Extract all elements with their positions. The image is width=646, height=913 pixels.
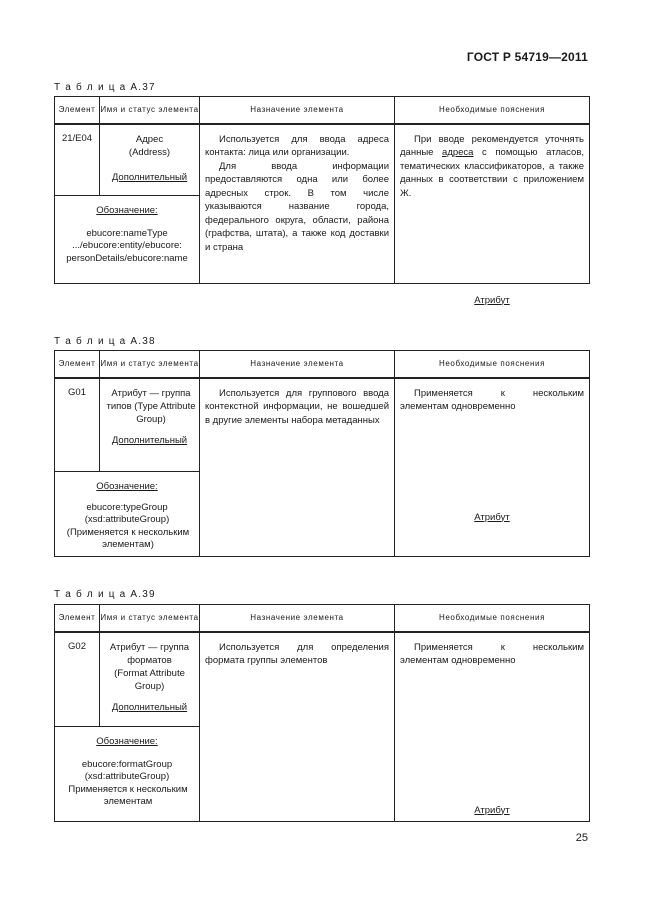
col-header-element: Элемент [55,351,100,378]
element-status: Дополнительный [111,701,188,713]
col-header-notes: Необходимые пояснения [395,605,590,632]
designation-cell [55,727,200,822]
purpose-paragraph: Используется для определения формата группы элементов [205,641,389,666]
designation-line: (xsd:attributeGroup) [84,514,170,525]
notes-underlined-term: адреса [442,147,474,158]
table-a38 [54,350,590,557]
designation-label: Обозначение: [96,736,158,747]
name-status-cell [100,632,200,727]
table-a37-caption: Т а б л и ц а А.37 [54,82,156,93]
notes-cell [395,632,590,822]
element-code: G02 [55,632,100,727]
designation-line: ebucore:nameType [86,227,168,239]
col-header-name-status: Имя и статус элемента [100,97,200,124]
notes-text: с помощью атласов, тематических классификаторов, а также данных в соответствии с приложением Ж. [400,147,584,199]
col-header-purpose: Назначение элемента [200,351,395,378]
element-name: Адрес (Address) [128,133,171,158]
table-a39 [54,604,590,822]
designation-line: .../ebucore:entity/ebucore: [72,240,182,251]
col-header-notes: Необходимые пояснения [395,351,590,378]
table-a37 [54,96,590,306]
purpose-cell [200,378,395,557]
notes-cell [395,124,590,306]
col-header-name-status: Имя и статус элемента [100,605,200,632]
document-standard-header: ГОСТ Р 54719—2011 [466,50,588,64]
designation-line: ebucore:typeGroup [86,501,168,513]
table-a39-caption: Т а б л и ц а А.39 [54,589,156,600]
col-header-element: Элемент [55,97,100,124]
purpose-paragraph: Используется для группового ввода контекстной информации, не вошедшей в другие элементы набора метаданных [205,387,389,426]
element-code: 21/E04 [55,124,100,196]
col-header-element: Элемент [55,605,100,632]
name-status-cell [100,378,200,472]
col-header-name-status: Имя и статус элемента [100,351,200,378]
col-header-notes: Необходимые пояснения [395,97,590,124]
element-status: Дополнительный [111,171,188,183]
attribute-label: Атрибут [474,511,510,523]
notes-paragraph [400,133,584,201]
designation-line: (Применяется к нескольким элементам) [66,526,190,550]
page-number: 25 [575,832,588,844]
element-code: G01 [55,378,100,472]
element-status: Дополнительный [111,434,188,446]
attribute-label: Атрибут [474,294,510,306]
designation-cell [55,196,200,284]
designation-label: Обозначение: [96,205,158,216]
designation-line: Применяется к нескольким элементам [68,783,188,807]
designation-label: Обозначение: [96,481,158,492]
designation-line: personDetails/ebucore:name [66,252,188,264]
designation-line: (xsd:attributeGroup) [84,771,170,782]
name-status-cell [100,124,200,196]
element-name: Атрибут — группа форматов (Format Attribute Group) [109,641,190,692]
purpose-cell [200,632,395,822]
table-a38-caption: Т а б л и ц а А.38 [54,336,156,347]
attribute-label: Атрибут [474,804,510,816]
notes-paragraph: Применяется к нескольким элементам одновременно [400,641,584,666]
notes-text: При вводе рекомендуется уточнять данные [400,133,584,158]
designation-line: ebucore:formatGroup [81,758,173,770]
purpose-cell [200,124,395,284]
purpose-paragraph: Для ввода информации предоставляются одна или более адресных строк. В том числе указываются название города, федерального округа, области, района (графства, штата), а также код доставки и страна [205,160,389,253]
col-header-purpose: Назначение элемента [200,605,395,632]
notes-cell [395,378,590,557]
col-header-purpose: Назначение элемента [200,97,395,124]
element-name: Атрибут — группа типов (Type Attribute Group) [106,387,196,425]
notes-paragraph: Применяется к нескольким элементам одновременно [400,387,584,412]
purpose-paragraph: Используется для ввода адреса контакта: лица или организации. [205,133,389,158]
designation-cell [55,472,200,557]
